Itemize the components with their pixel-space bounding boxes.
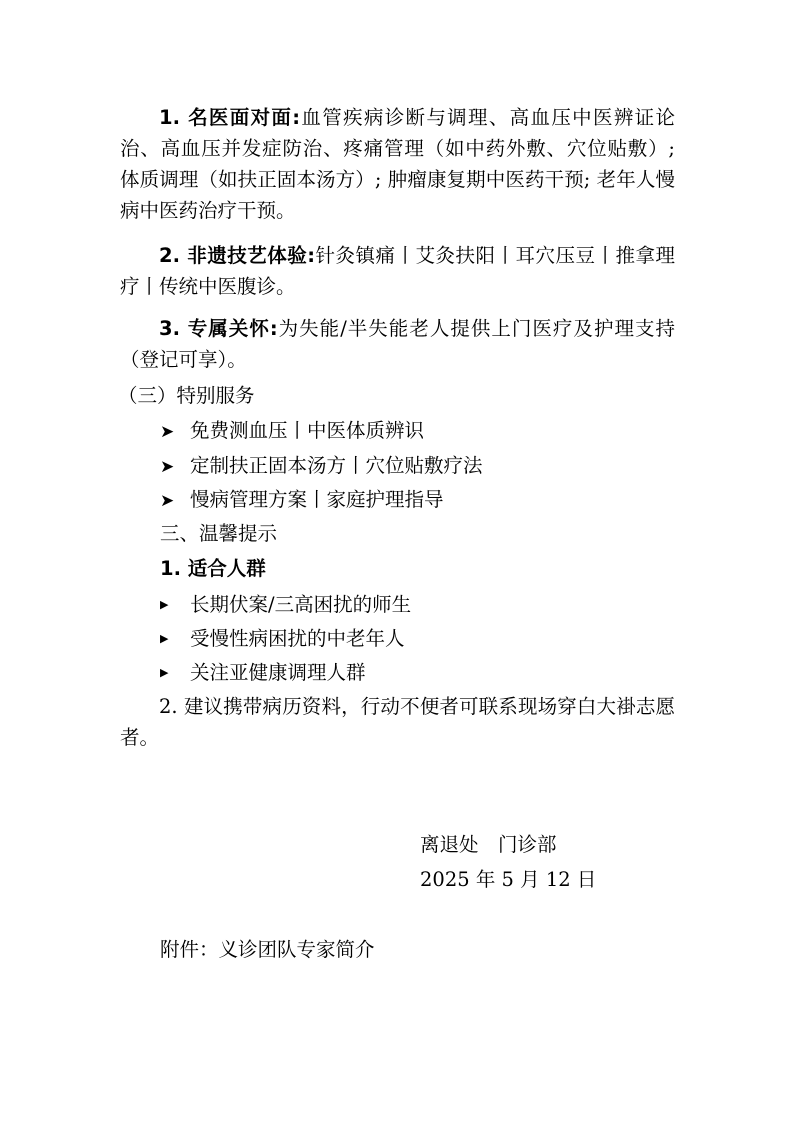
special-service-item bbox=[160, 484, 444, 517]
signature-date: 2025 年 5 月 12 日 bbox=[420, 868, 597, 891]
target-group-text: 长期伏案/三高困扰的师生 bbox=[190, 593, 412, 616]
attachment-line: 附件：义诊团队专家简介 bbox=[160, 938, 375, 961]
special-service-item bbox=[160, 415, 424, 448]
tips-subheading: 1. 适合人群 bbox=[160, 557, 266, 580]
triangle-bullet-icon: ▶ bbox=[160, 666, 169, 679]
special-service-text: 定制扶正固本汤方丨穴位贴敷疗法 bbox=[190, 454, 483, 477]
service-item-3-text: 为失能/半失能老人提供上门医疗及护理支持（登记可享）。 bbox=[120, 317, 675, 371]
target-group-text: 受慢性病困扰的中老年人 bbox=[190, 627, 405, 650]
arrow-bullet-icon: ➤ bbox=[160, 422, 175, 442]
tips-heading: 三、温馨提示 bbox=[160, 522, 278, 545]
special-service-item bbox=[160, 450, 483, 483]
service-item-2 bbox=[120, 240, 675, 302]
target-group-text: 关注亚健康调理人群 bbox=[190, 661, 366, 684]
service-item-2-text: 针灸镇痛丨艾灸扶阳丨耳穴压豆丨推拿理疗丨传统中医腹诊。 bbox=[120, 244, 675, 298]
tips-note: 2. 建议携带病历资料，行动不便者可联系现场穿白大褂志愿者。 bbox=[120, 695, 675, 749]
service-item-1 bbox=[120, 102, 675, 226]
service-item-2-label: 2. 非遗技艺体验: bbox=[159, 244, 316, 267]
target-group-item bbox=[160, 657, 366, 688]
triangle-bullet-icon: ▶ bbox=[160, 632, 169, 645]
target-group-item bbox=[160, 623, 405, 654]
arrow-bullet-icon: ➤ bbox=[160, 457, 175, 477]
service-item-3 bbox=[120, 313, 675, 375]
arrow-bullet-icon: ➤ bbox=[160, 491, 175, 511]
triangle-bullet-icon: ▶ bbox=[160, 598, 169, 611]
special-service-text: 慢病管理方案丨家庭护理指导 bbox=[190, 488, 444, 511]
target-group-item bbox=[160, 589, 411, 620]
special-service-text: 免费测血压丨中医体质辨识 bbox=[190, 419, 425, 442]
service-item-1-label: 1. 名医面对面: bbox=[159, 106, 301, 129]
service-item-3-label: 3. 专属关怀: bbox=[159, 317, 278, 340]
service-item-1-text: 血管疾病诊断与调理、高血压中医辨证论治、高血压并发症防治、疼痛管理（如中药外敷、穴位贴敷）; 体质调理（如扶正固本汤方）; 肿瘤康复期中医药干预; 老年人慢病中医药治疗干预。 bbox=[120, 106, 675, 222]
special-services-heading: （三）特别服务 bbox=[118, 384, 255, 407]
signature-org: 离退处 门诊部 bbox=[420, 833, 557, 856]
